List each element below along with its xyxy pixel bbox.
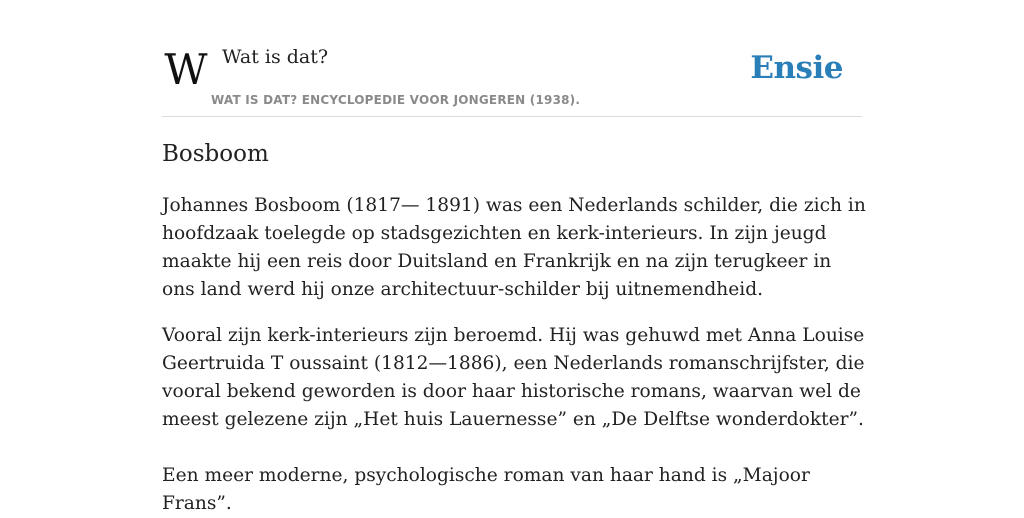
article-paragraph: Johannes Bosboom (1817— 1891) was een Nederlands schilder, die zich in hoofdzaak toelegde op stadsgezichten en kerk-interieurs. In zijn jeugd maakte hij een reis door Duitsland en Frankrijk en na zijn terugkeer in ons land werd hij onze architectuur-schilder bij uitnemendheid. [162, 195, 866, 300]
site-title[interactable]: Wat is dat? [222, 46, 329, 68]
page-header [162, 40, 862, 117]
site-subtitle: WAT IS DAT? ENCYCLOPEDIE VOOR JONGEREN (1938). [211, 93, 581, 107]
svg-text:W: W [164, 51, 208, 91]
article [162, 138, 866, 518]
article-paragraph: Vooral zijn kerk-interieurs zijn beroemd. Hij was gehuwd met Anna Louise Geertruida T oussaint (1812—1886), een Nederlands romanschrijfster, die vooral bekend geworden is door haar historische romans, waarvan wel de meest gelezene zijn „Het huis Lauernesse” en „De Delftse wonderdokter”. [162, 325, 865, 430]
wikipedia-w-icon[interactable] [164, 51, 208, 91]
article-title: Bosboom [162, 141, 269, 167]
article-paragraph: Een meer moderne, psychologische roman van haar hand is „Majoor Frans”. [162, 465, 810, 514]
ensie-brand-logo[interactable]: Ensie [750, 50, 843, 86]
